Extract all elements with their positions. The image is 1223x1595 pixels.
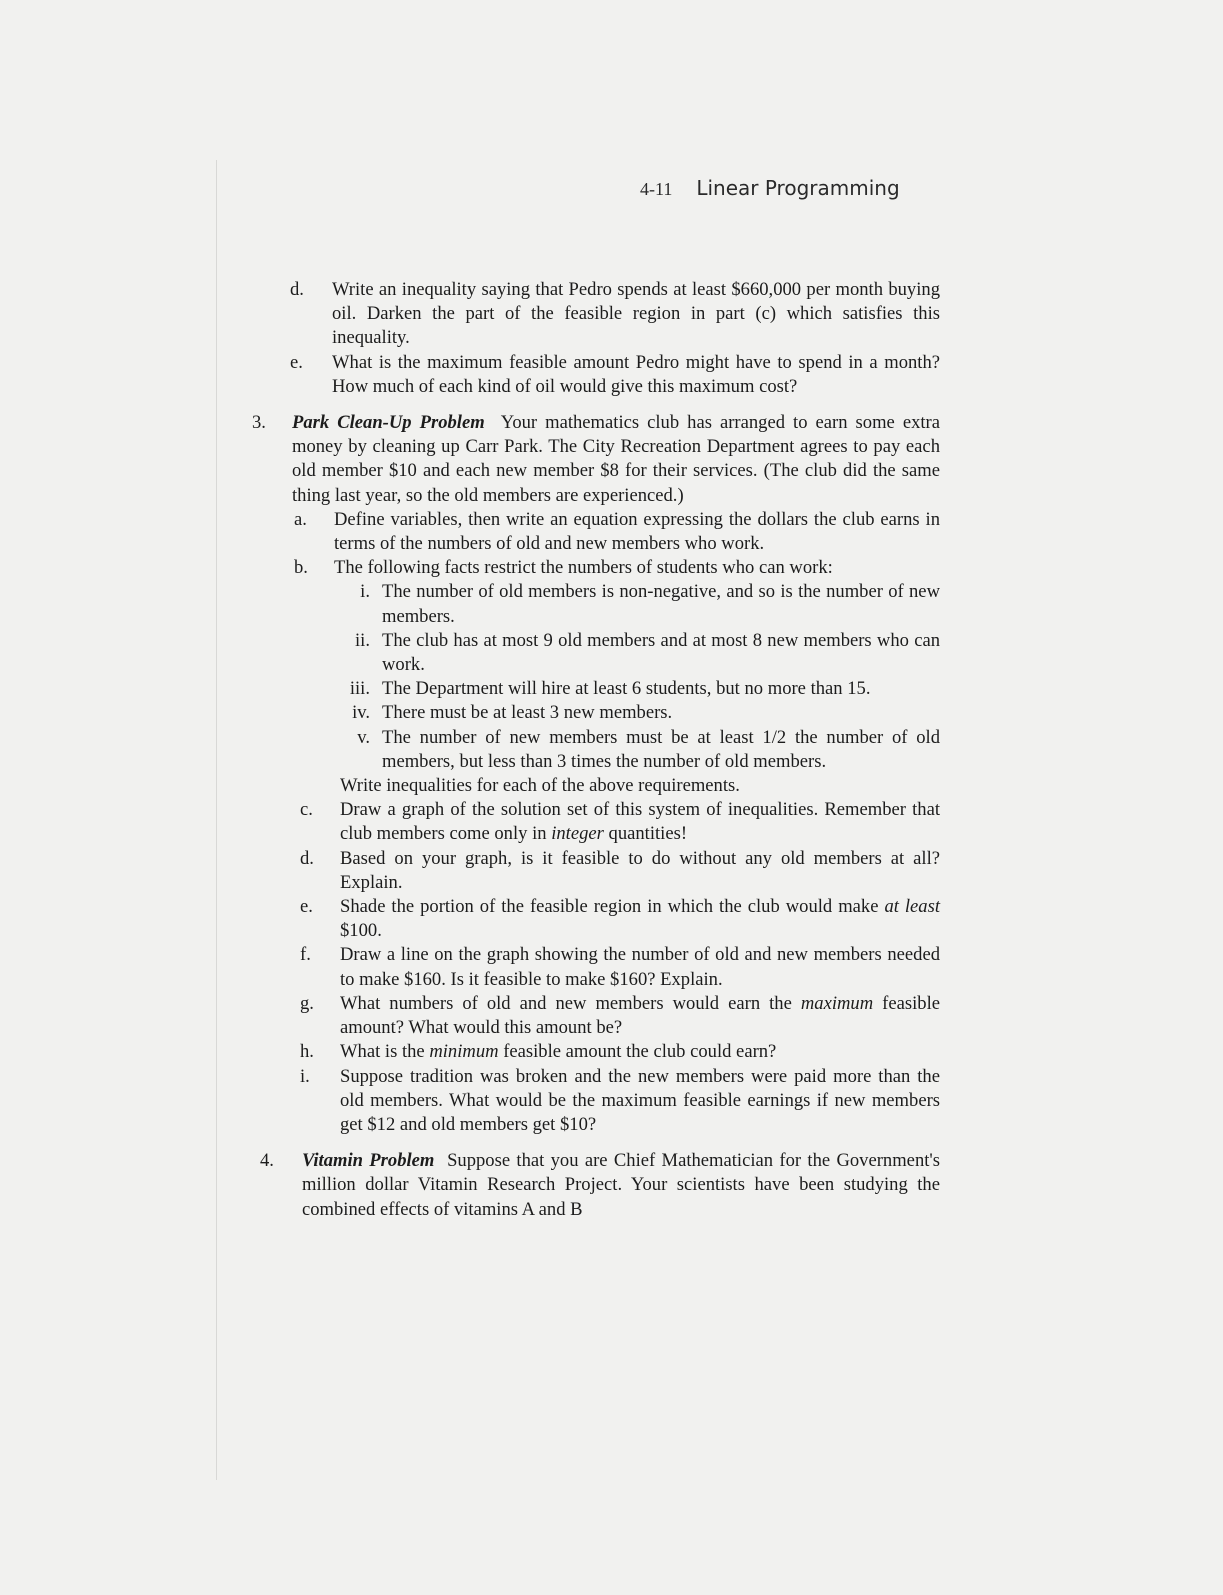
problem-3-title: Park Clean-Up Problem (292, 412, 485, 434)
problem-4-intro: Suppose that you are Chief Mathematician for the Government's million dollar Vitamin Research Project. Your scientists have been studying the combined effects of vitamins A and B (302, 1150, 940, 1220)
problem-3-number: 3. (252, 412, 266, 434)
part-i-label: i. (300, 1065, 310, 1087)
page-header (600, 176, 930, 200)
problem-3-part-d (250, 847, 940, 895)
page-content (250, 278, 940, 1222)
page-edge-line (216, 160, 217, 1480)
restriction-v-label: v. (357, 726, 370, 748)
problem-4-number: 4. (260, 1150, 274, 1172)
problem-3-part-b (250, 556, 940, 580)
section-title: Linear Programming (696, 176, 900, 200)
part-h-text-before: What is the (340, 1041, 430, 1063)
restriction-iv (250, 701, 940, 725)
part-h-text-after: feasible amount the club could earn? (498, 1041, 777, 1063)
problem-3-part-f (250, 943, 940, 991)
restriction-iv-text: There must be at least 3 new members. (382, 702, 673, 724)
part-b-closing (250, 774, 940, 798)
problem-3-part-i (250, 1065, 940, 1138)
part-i-text: Suppose tradition was broken and the new members were paid more than the old members. What would be the maximum feasible earnings if new members get $12 and old members get $10? (340, 1065, 940, 1135)
part-b-label: b. (294, 557, 308, 579)
part-h-emphasis: minimum (429, 1041, 499, 1063)
restriction-iii-text: The Department will hire at least 6 students, but no more than 15. (382, 678, 871, 700)
restriction-v-text: The number of new members must be at least 1/2 the number of old members, but less than 3 times the number of old members. (382, 726, 940, 772)
part-g-text-before: What numbers of old and new members would earn the (340, 992, 801, 1014)
problem-4-title: Vitamin Problem (302, 1150, 435, 1172)
part-3e-label: e. (300, 896, 313, 918)
part-c-text-after: quantities! (603, 823, 688, 845)
part-g-emphasis: maximum (800, 992, 874, 1014)
part-d-text: Write an inequality saying that Pedro spends at least $660,000 per month buying oil. Darken the part of the feasible region in part (c) which satisfies this inequality. (332, 279, 940, 349)
part-g-label: g. (300, 992, 314, 1014)
part-f-label: f. (300, 944, 311, 966)
restriction-iii-label: iii. (349, 678, 370, 700)
restriction-ii-label: ii. (355, 629, 370, 651)
part-e-text: What is the maximum feasible amount Pedro might have to spend in a month? How much of each kind of oil would give this maximum cost? (332, 351, 940, 397)
part-b-text: The following facts restrict the numbers of students who can work: (334, 557, 833, 579)
part-c-label: c. (300, 799, 313, 821)
page-number: 4-11 (640, 179, 673, 199)
problem-3-part-c (250, 798, 940, 846)
part-3e-emphasis: at least (884, 896, 940, 918)
problem-3-part-a (250, 508, 940, 556)
restriction-i-text: The number of old members is non-negative, and so is the number of new members. (382, 581, 940, 627)
restriction-i (250, 580, 940, 628)
part-a-text: Define variables, then write an equation expressing the dollars the club earns in terms of the numbers of old and new members who work. (334, 508, 940, 555)
part-3e-text-after: $100. (340, 920, 382, 942)
problem-3-part-h (250, 1040, 940, 1064)
restriction-ii (250, 629, 940, 677)
part-3e-text-before: Shade the portion of the feasible region in which the club would make (340, 896, 885, 918)
restriction-ii-text: The club has at most 9 old members and at most 8 new members who can work. (382, 629, 940, 676)
part-3d-label: d. (300, 847, 314, 869)
part-f-text: Draw a line on the graph showing the number of old and new members needed to make $160. Is it feasible to make $160? Explain. (340, 944, 940, 990)
restriction-iii (250, 677, 940, 701)
part-d-label: d. (290, 279, 304, 300)
problem-3 (250, 411, 940, 508)
part-e (250, 351, 940, 399)
part-a-label: a. (294, 508, 307, 530)
restriction-i-label: i. (360, 581, 370, 603)
part-b-closing-text: Write inequalities for each of the above requirements. (340, 775, 740, 797)
part-c-text-before: Draw a graph of the solution set of this system of inequalities. Remember that club members come only in (340, 799, 940, 845)
problem-4 (250, 1149, 940, 1222)
part-e-label: e. (290, 351, 303, 373)
restriction-iv-label: iv. (352, 702, 370, 724)
problem-3-part-g (250, 992, 940, 1040)
part-3d-text: Based on your graph, is it feasible to do without any old members at all? Explain. (340, 847, 940, 893)
restriction-v (250, 726, 940, 774)
part-d (250, 278, 940, 351)
part-g-text-after: feasible amount? What would this amount be? (340, 992, 940, 1039)
part-h-label: h. (300, 1041, 314, 1063)
part-c-emphasis: integer (551, 823, 604, 845)
problem-3-part-e (250, 895, 940, 943)
problem-3-intro: Your mathematics club has arranged to earn some extra money by cleaning up Carr Park. The City Recreation Department agrees to pay each old member $10 and each new member $8 for their services. (The club did the same thing last year, so the old members are experienced.) (292, 412, 940, 506)
